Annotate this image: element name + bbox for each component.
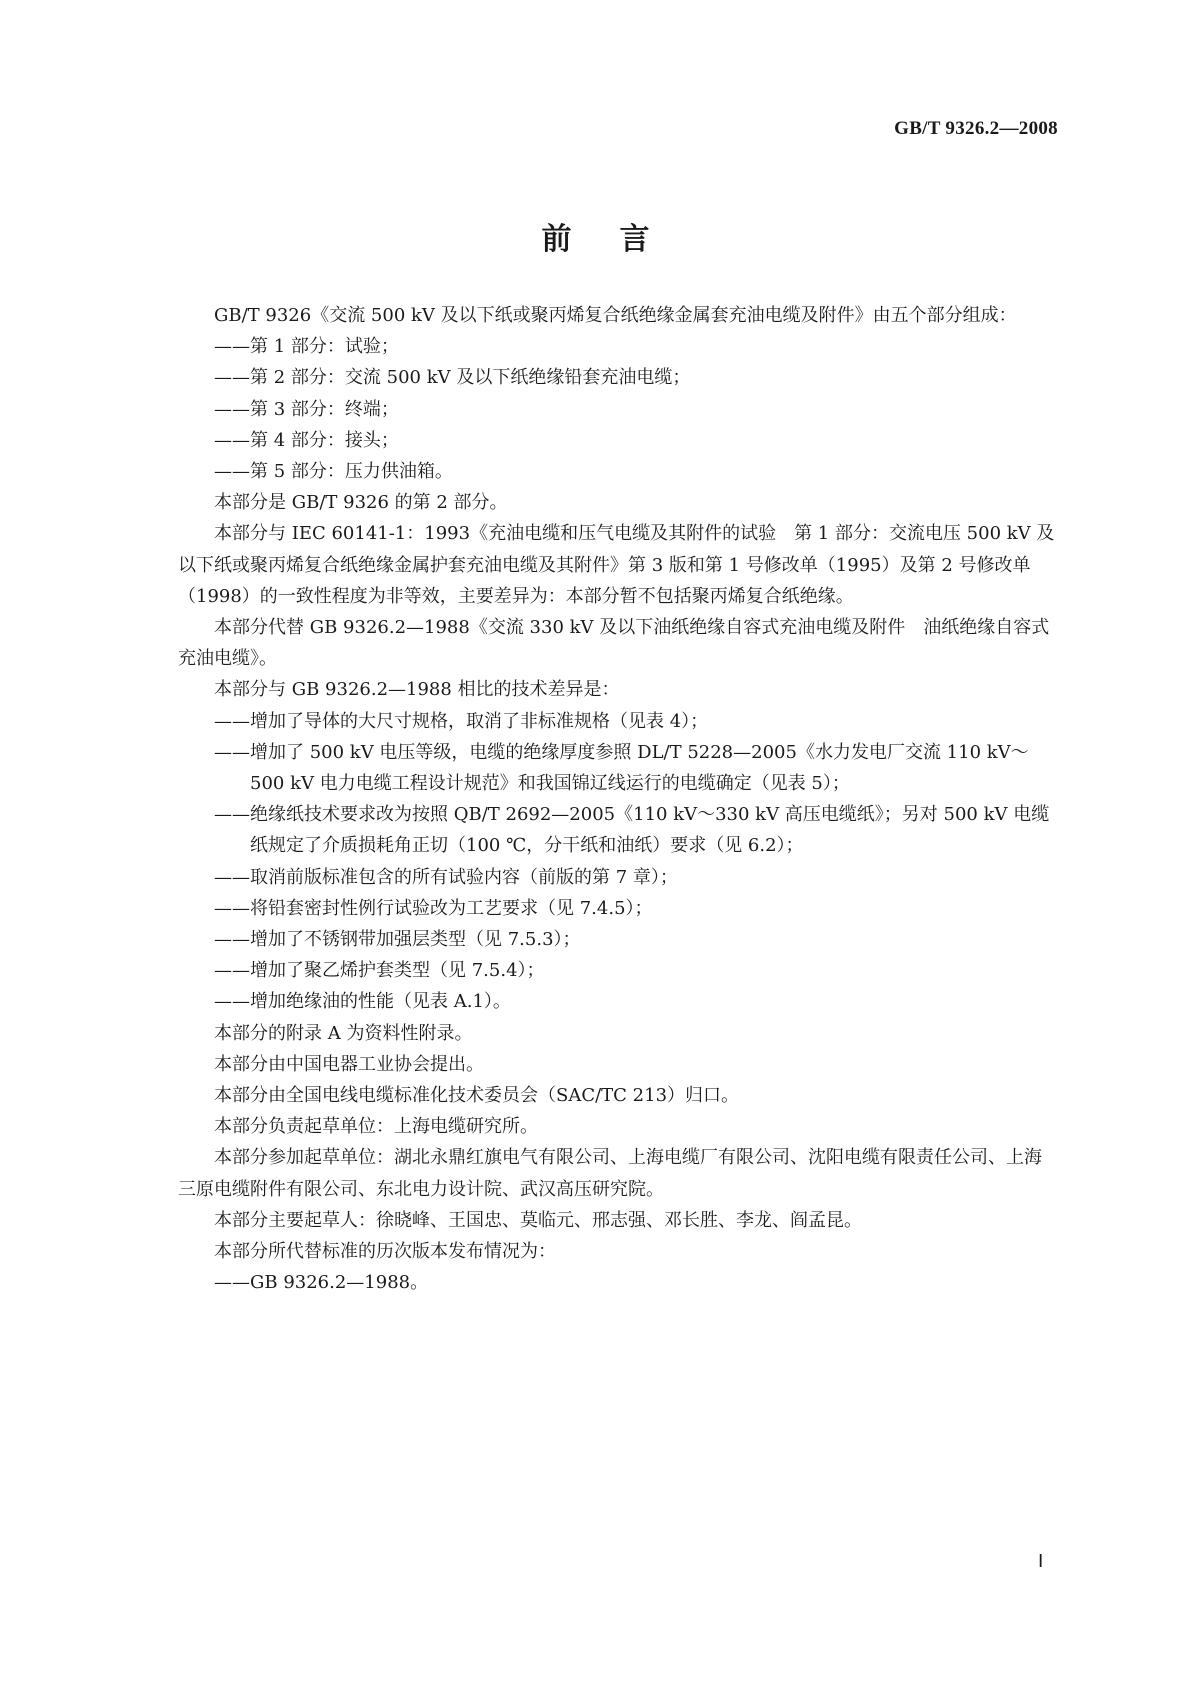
page-title: 前言 bbox=[541, 222, 698, 257]
paragraph-differences: 本部分与 GB 9326.2—1988 相比的技术差异是： bbox=[214, 679, 620, 701]
list-item: ——绝缘纸技术要求改为按照 QB/T 2692—2005《110 kV～330 kV 高压电缆纸》；另对 500 kV 电缆纸规定了介质损耗角正切（100 ℃，分干纸和油纸）要求（见 6.2）； bbox=[214, 804, 1050, 857]
foreword-body bbox=[178, 300, 1058, 1299]
paragraph-iec-equivalence: 本部分与 IEC 60141-1：1993《充油电缆和压气电缆及其附件的试验 第 1 部分：交流电压 500 kV 及以下纸或聚丙烯复合纸绝缘金属护套充油电缆及其附件》第 3 版和第 1 号修改单（1995）及第 2 号修改单（1998）的一致性程度为非等效，主要差异为：本部分暂不包括聚丙烯复合纸绝缘。 bbox=[178, 523, 1055, 607]
list-item: ——第 2 部分：交流 500 kV 及以下纸绝缘铅套充油电缆； bbox=[214, 367, 691, 389]
standard-code: GB/T 9326.2—2008 bbox=[894, 118, 1058, 139]
list-item: ——增加了不锈钢带加强层类型（见 7.5.3）； bbox=[214, 929, 581, 951]
paragraph-participants: 本部分参加起草单位：湖北永鼎红旗电气有限公司、上海电缆厂有限公司、沈阳电缆有限责任公司、上海三原电缆附件有限公司、东北电力设计院、武汉高压研究院。 bbox=[178, 1147, 1042, 1200]
list-item: ——取消前版标准包含的所有试验内容（前版的第 7 章）； bbox=[214, 866, 678, 888]
paragraph-composition: GB/T 9326《交流 500 kV 及以下纸或聚丙烯复合纸绝缘金属套充油电缆及附件》由五个部分组成： bbox=[214, 305, 1017, 326]
list-item: ——增加了 500 kV 电压等级，电缆的绝缘厚度参照 DL/T 5228—2005《水力发电厂交流 110 kV～500 kV 电力电缆工程设计规范》和我国锦辽线运行的电缆确定（见表 5）； bbox=[214, 741, 1029, 795]
list-item: ——第 5 部分：压力供油箱。 bbox=[214, 461, 453, 483]
paragraph: 本部分由中国电器工业协会提出。 bbox=[214, 1053, 484, 1075]
paragraph-drafters: 本部分主要起草人：徐晓峰、王国忠、莫临元、邢志强、邓长胜、李龙、阎孟昆。 bbox=[214, 1209, 862, 1231]
list-item: ——将铅套密封性例行试验改为工艺要求（见 7.4.5）； bbox=[214, 897, 653, 919]
paragraph: 本部分所代替标准的历次版本发布情况为： bbox=[214, 1241, 556, 1263]
list-item: ——GB 9326.2—1988。 bbox=[214, 1272, 429, 1294]
paragraph: 本部分的附录 A 为资料性附录。 bbox=[214, 1022, 473, 1044]
list-item: ——增加绝缘油的性能（见表 A.1）。 bbox=[214, 991, 511, 1013]
paragraph: 本部分由全国电线电缆标准化技术委员会（SAC/TC 213）归口。 bbox=[214, 1085, 740, 1107]
paragraph: 本部分是 GB/T 9326 的第 2 部分。 bbox=[214, 492, 508, 514]
paragraph: 本部分负责起草单位：上海电缆研究所。 bbox=[214, 1116, 538, 1138]
list-item: ——第 3 部分：终端； bbox=[214, 398, 399, 420]
list-item: ——增加了聚乙烯护套类型（见 7.5.4）； bbox=[214, 960, 545, 982]
page-number: Ⅰ bbox=[1038, 1551, 1044, 1571]
list-item: ——第 1 部分：试验； bbox=[214, 336, 399, 358]
list-item: ——第 4 部分：接头； bbox=[214, 429, 399, 451]
paragraph-replaces: 本部分代替 GB 9326.2—1988《交流 330 kV 及以下油纸绝缘自容式充油电缆及附件 油纸绝缘自容式充油电缆》。 bbox=[178, 617, 1050, 670]
list-item: ——增加了导体的大尺寸规格，取消了非标准规格（见表 4）； bbox=[214, 710, 709, 732]
